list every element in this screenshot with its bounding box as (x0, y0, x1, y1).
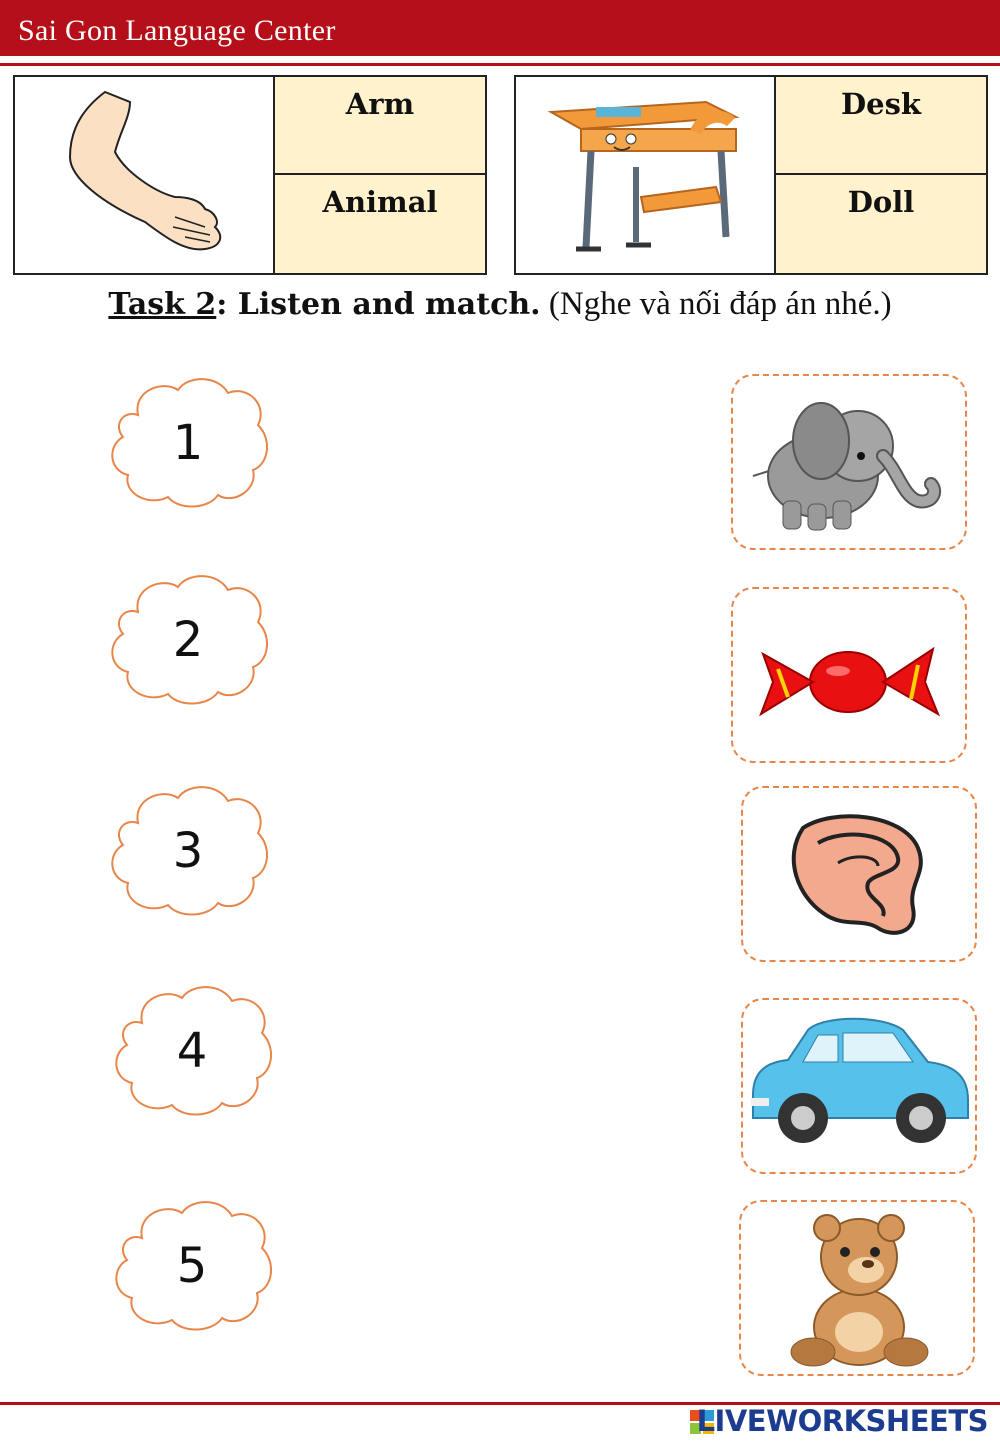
word-cell-desk[interactable]: Desk (776, 77, 986, 175)
picture-card-teddy-bear[interactable] (739, 1200, 975, 1376)
picture-card-candy[interactable] (731, 587, 967, 763)
picture-card-ear[interactable] (741, 786, 977, 962)
number-cloud-2[interactable] (108, 572, 268, 707)
number-label-5: 5 (176, 1237, 208, 1294)
picture-card-elephant[interactable] (731, 374, 967, 550)
header-divider (0, 63, 1000, 66)
word-cell-arm[interactable]: Arm (275, 77, 485, 175)
word-cell-doll[interactable]: Doll (776, 175, 986, 273)
task-heading (0, 286, 1000, 323)
picture-card-car[interactable] (741, 998, 977, 1174)
number-cloud-4[interactable] (112, 983, 272, 1118)
brand-name[interactable]: LIVEWORKSHEETS (696, 1404, 988, 1438)
candy-icon (733, 589, 965, 761)
vocab-box-desk (514, 75, 988, 275)
desk-image (516, 77, 776, 273)
task-note: (Nghe và nối đáp án nhé.) (540, 286, 892, 322)
teddy-bear-icon (741, 1202, 973, 1374)
task-instruction: : Listen and match. (216, 287, 541, 322)
number-cloud-1[interactable] (108, 375, 268, 510)
vocab-box-arm (13, 75, 487, 275)
car-icon (743, 1000, 975, 1172)
number-cloud-3[interactable] (108, 783, 268, 918)
number-label-3: 3 (172, 822, 204, 879)
number-label-2: 2 (172, 611, 204, 668)
header-title: Sai Gon Language Center (18, 14, 336, 47)
ear-icon (743, 788, 975, 960)
elephant-icon (733, 376, 965, 548)
number-cloud-5[interactable] (112, 1198, 272, 1333)
header-bar (0, 0, 1000, 56)
task-label: Task 2 (108, 287, 217, 322)
number-label-1: 1 (172, 414, 204, 471)
word-cell-animal[interactable]: Animal (275, 175, 485, 273)
number-label-4: 4 (176, 1022, 208, 1079)
arm-image (15, 77, 275, 273)
